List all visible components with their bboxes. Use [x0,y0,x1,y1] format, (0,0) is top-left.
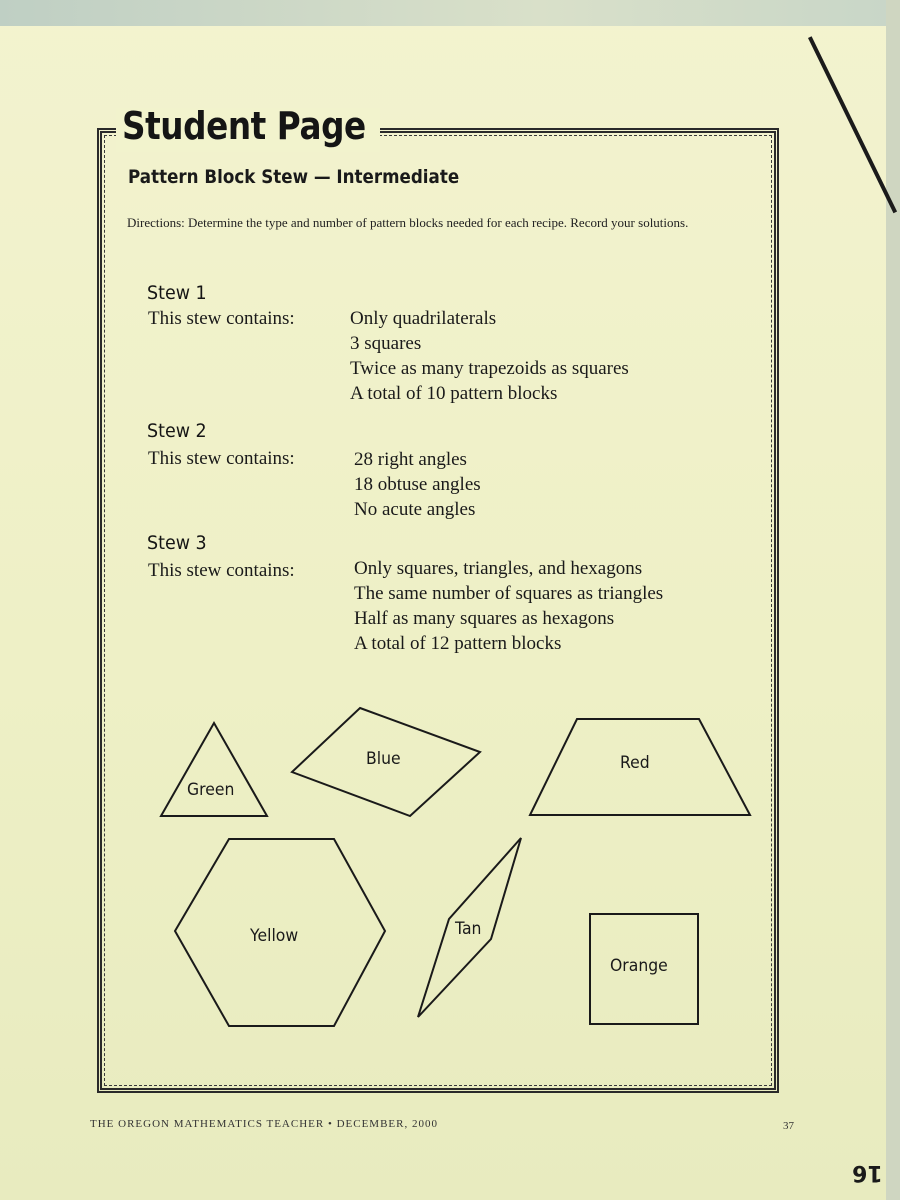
stew-3-line: A total of 12 pattern blocks [354,633,562,654]
page-number: 37 [783,1120,794,1132]
stew-1-line: Only quadrilaterals [350,308,497,329]
green-triangle-block [158,720,270,820]
stew-3-label: This stew contains: [148,560,295,581]
stew-2-line: 28 right angles [354,449,467,470]
journal-footer: THE OREGON MATHEMATICS TEACHER • DECEMBER, 2000 [90,1118,438,1130]
orange-block-label: Orange [610,956,668,976]
stew-3-ingredients [354,556,663,656]
directions-text: Directions: Determine the type and number of pattern blocks needed for each recipe. Record your solutions. [127,215,689,230]
stew-3-line: Half as many squares as hexagons [354,608,615,629]
stew-1-ingredients [350,306,629,406]
stew-1-line: 3 squares [350,333,422,354]
stew-1-label: This stew contains: [148,308,295,329]
corner-mark: 16 [852,1160,883,1185]
stew-2-ingredients [354,447,481,522]
page-title: Student Page [122,104,366,148]
page-subtitle: Pattern Block Stew — Intermediate [128,166,460,188]
yellow-block-label: Yellow [250,926,299,946]
green-block-label: Green [187,780,235,800]
stew-3-line: Only squares, triangles, and hexagons [354,558,643,579]
stew-2-line: 18 obtuse angles [354,474,481,495]
tan-block-label: Tan [455,919,482,939]
blue-block-label: Blue [366,749,401,769]
stew-1-line: A total of 10 pattern blocks [350,383,558,404]
stew-1-title: Stew 1 [147,282,207,304]
background-strip [0,0,900,26]
red-block-label: Red [620,753,650,773]
paper-edge [886,0,900,1200]
stew-2-label: This stew contains: [148,448,295,469]
stew-3-line: The same number of squares as triangles [354,583,664,604]
stew-3-title: Stew 3 [147,532,207,554]
stew-2-line: No acute angles [354,499,476,520]
stew-2-title: Stew 2 [147,420,207,442]
stew-1-line: Twice as many trapezoids as squares [350,358,629,379]
